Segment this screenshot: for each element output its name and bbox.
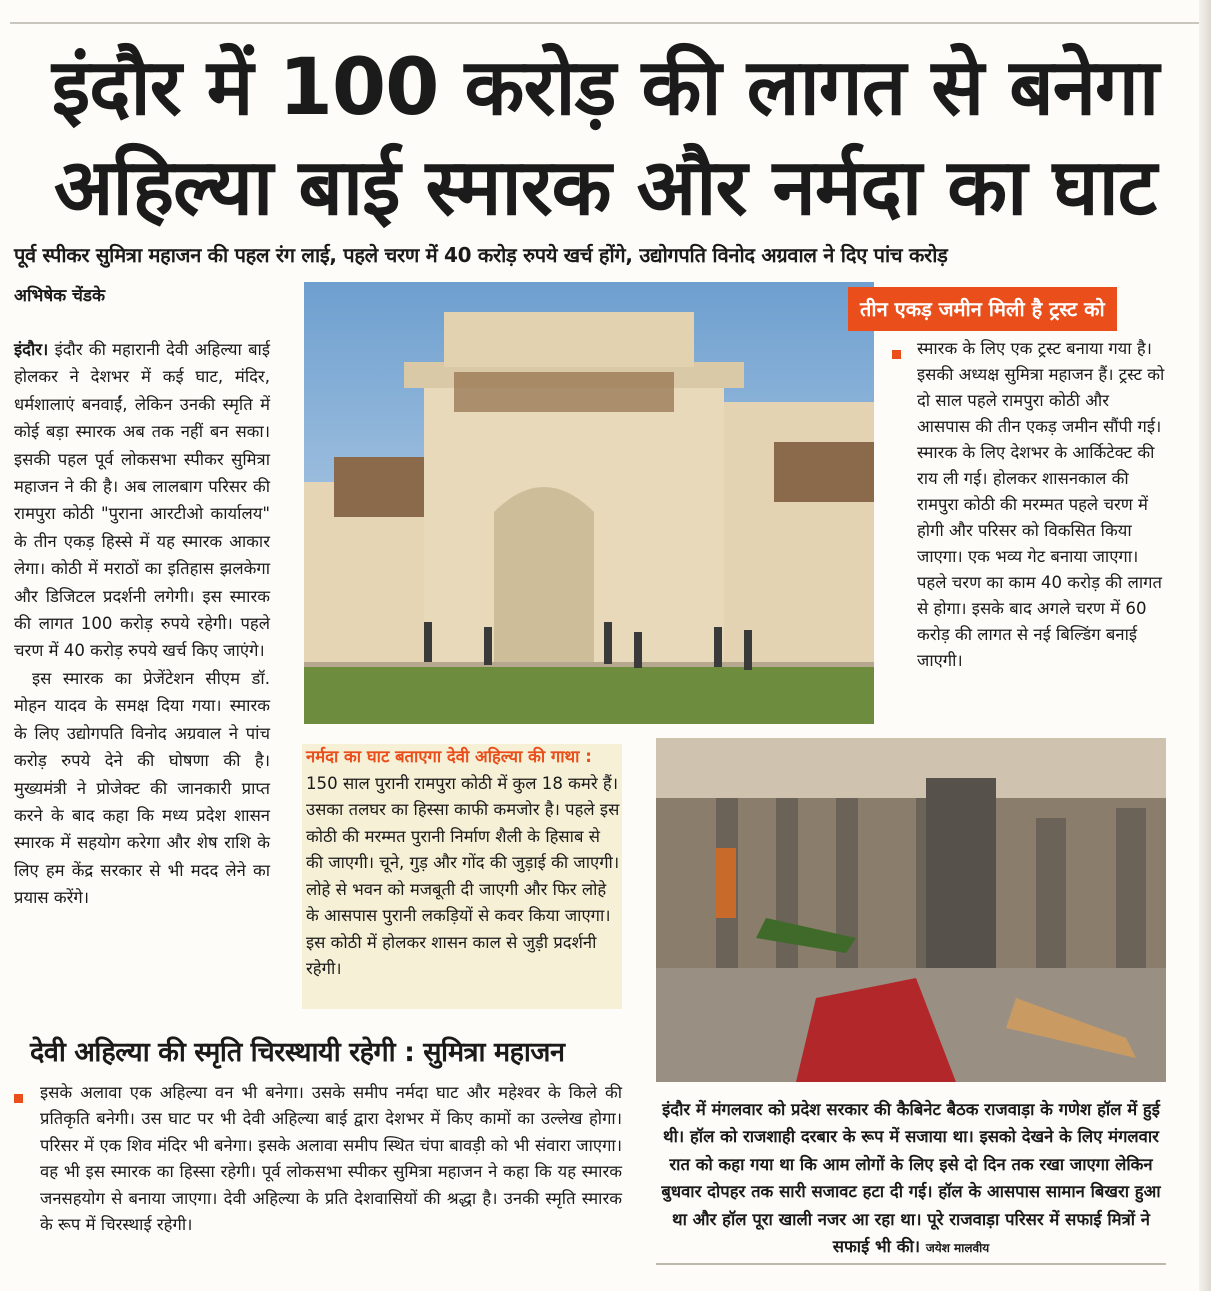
left-column-para-2: इस स्मारक का प्रेजेंटेशन सीएम डॉ. मोहन यादव के समक्ष दिया गया। स्मारक के लिए उद्योगपति विनोद अग्रवाल ने पांच करोड़ रुपये देने की घोषणा की है। मुख्यमंत्री ने प्रोजेक्ट की जानकारी प्राप्त करने के बाद कहा कि मध्य प्रदेश शासन स्मारक में सहयोग करेगा और शेष राशि के लिए हम केंद्र सरकार से भी मदद लेने का प्रयास करेंगे।: [14, 668, 270, 908]
dateline: इंदौर।: [14, 340, 49, 359]
left-column-article: [14, 336, 270, 912]
top-rule: [10, 22, 1201, 24]
ghat-box-text: 150 साल पुरानी रामपुरा कोठी में कुल 18 कमरे हैं। उसका तलघर का हिस्सा काफी कमजोर है। पहले इस कोठी की मरम्मत पुरानी निर्माण शैली के हिसाब से की जाएगी। चूने, गुड़ और गोंद की जुड़ाई की जाएगी। लोहे से भवन को मजबूती दी जाएगी और फिर लोहे के आसपास पुरानी लकड़ियों से कवर किया जाएगा। इस कोठी में होलकर शासन काल से जुड़ी प्रदर्शनी रहेगी।: [306, 773, 620, 978]
left-column-para-1: [14, 336, 270, 665]
ganesh-hall-photo: [656, 738, 1166, 1082]
memory-section-text: इसके अलावा एक अहिल्या वन भी बनेगा। उसके समीप नर्मदा घाट और महेश्वर के किले की प्रतिकृति बनेगी। उस घाट पर भी देवी अहिल्या बाई द्वारा देशभर में किए कामों का उल्लेख होगा। परिसर में एक शिव मंदिर भी बनेगा। इसके अलावा समीप स्थित चंपा बावड़ी को भी संवारा जाएगा। वह भी इस स्मारक का हिस्सा रहेगी। पूर्व लोकसभा स्पीकर सुमित्रा महाजन ने कहा कि यह स्मारक जनसहयोग से बनाया जाएगा। देवी अहिल्या के प्रति देशवासियों की श्रद्धा है। उनकी स्मृति स्मारक के रूप में चिरस्थाई रहेगी।: [40, 1083, 622, 1235]
subheadline: पूर्व स्पीकर सुमित्रा महाजन की पहल रंग लाई, पहले चरण में 40 करोड़ रुपये खर्च होंगे, उद्योगपति विनोद अग्रवाल ने दिए पांच करोड़: [14, 243, 948, 267]
trust-box-tag: तीन एकड़ जमीन मिली है ट्रस्ट को: [848, 287, 1117, 331]
ghat-box: [302, 744, 622, 1009]
ghat-box-kicker: नर्मदा का घाट बताएगा देवी अहिल्या की गाथा :: [306, 747, 592, 766]
memorial-render-photo: [304, 282, 874, 724]
memory-section-heading: देवी अहिल्या की स्मृति चिरस्थायी रहेगी : सुमित्रा महाजन: [30, 1037, 565, 1068]
memorial-render-image: [304, 282, 874, 724]
headline-line-2: अहिल्या बाई स्मारक और नर्मदा का घाट: [53, 143, 1157, 233]
bullet-icon: [892, 350, 901, 359]
bottom-rule: [656, 1263, 1166, 1265]
trust-box-text: स्मारक के लिए एक ट्रस्ट बनाया गया है। इसकी अध्यक्ष सुमित्रा महाजन हैं। ट्रस्ट को दो साल पहले रामपुरा कोठी और आसपास की तीन एकड़ जमीन सौंपी गई। स्मारक के लिए देशभर के आर्किटेक्ट की राय ली गई। होलकर शासनकाल की रामपुरा कोठी की मरम्मत पहले चरण में होगी और परिसर को विकसित किया जाएगा। एक भव्य गेट बनाया जाएगा। पहले चरण का काम 40 करोड़ की लागत से होगा। इसके बाद अगले चरण में 60 करोड़ की लागत से नई बिल्डिंग बनाई जाएगी।: [917, 339, 1165, 670]
photo-credit: जयेश मालवीय: [925, 1241, 990, 1256]
byline: अभिषेक चेंडके: [14, 286, 106, 306]
bullet-icon: [14, 1094, 23, 1103]
headline-line-1: इंदौर में 100 करोड़ की लागत से बनेगा: [51, 43, 1159, 133]
ganesh-hall-image: [656, 738, 1166, 1082]
para-1-text: इंदौर की महारानी देवी अहिल्या बाई होलकर ने देशभर में कई घाट, मंदिर, धर्मशालाएं बनवाईं, लेकिन उनकी स्मृति में कोई बड़ा स्मारक अब तक नहीं बन सका। इसकी पहल पूर्व लोकसभा स्पीकर सुमित्रा महाजन ने की है। अब लालबाग परिसर की रामपुरा कोठी "पुराना आरटीओ कार्यालय" के तीन एकड़ हिस्से में यह स्मारक आकार लेगा। कोठी में मराठों का इतिहास झलकेगा और डिजिटल प्रदर्शनी लगेगी। इस स्मारक की लागत 100 करोड़ रुपये रहेगी। पहले चरण में 40 करोड़ रुपये खर्च किए जाएंगे।: [14, 340, 270, 661]
photo-caption: [656, 1096, 1166, 1262]
photo-caption-text: इंदौर में मंगलवार को प्रदेश सरकार की कैबिनेट बैठक राजवाड़ा के गणेश हॉल में हुई थी। हॉल को राजशाही दरबार के रूप में सजाया था। इसको देखने के लिए मंगलवार रात को कहा गया था कि आम लोगों के लिए इसे दो दिन तक रखा जाएगा लेकिन बुधवार दोपहर तक सारी सजावट हटा दी गई। हॉल के आसपास सामान बिखरा हुआ था और हॉल पूरा खाली नजर आ रहा था। पूरे राजवाड़ा परिसर में सफाई मित्रों ने सफाई भी की।: [661, 1100, 1161, 1257]
trust-box-bullet: [892, 344, 910, 363]
page-edge: [1199, 0, 1211, 1291]
memory-section-bullet: [14, 1088, 32, 1107]
